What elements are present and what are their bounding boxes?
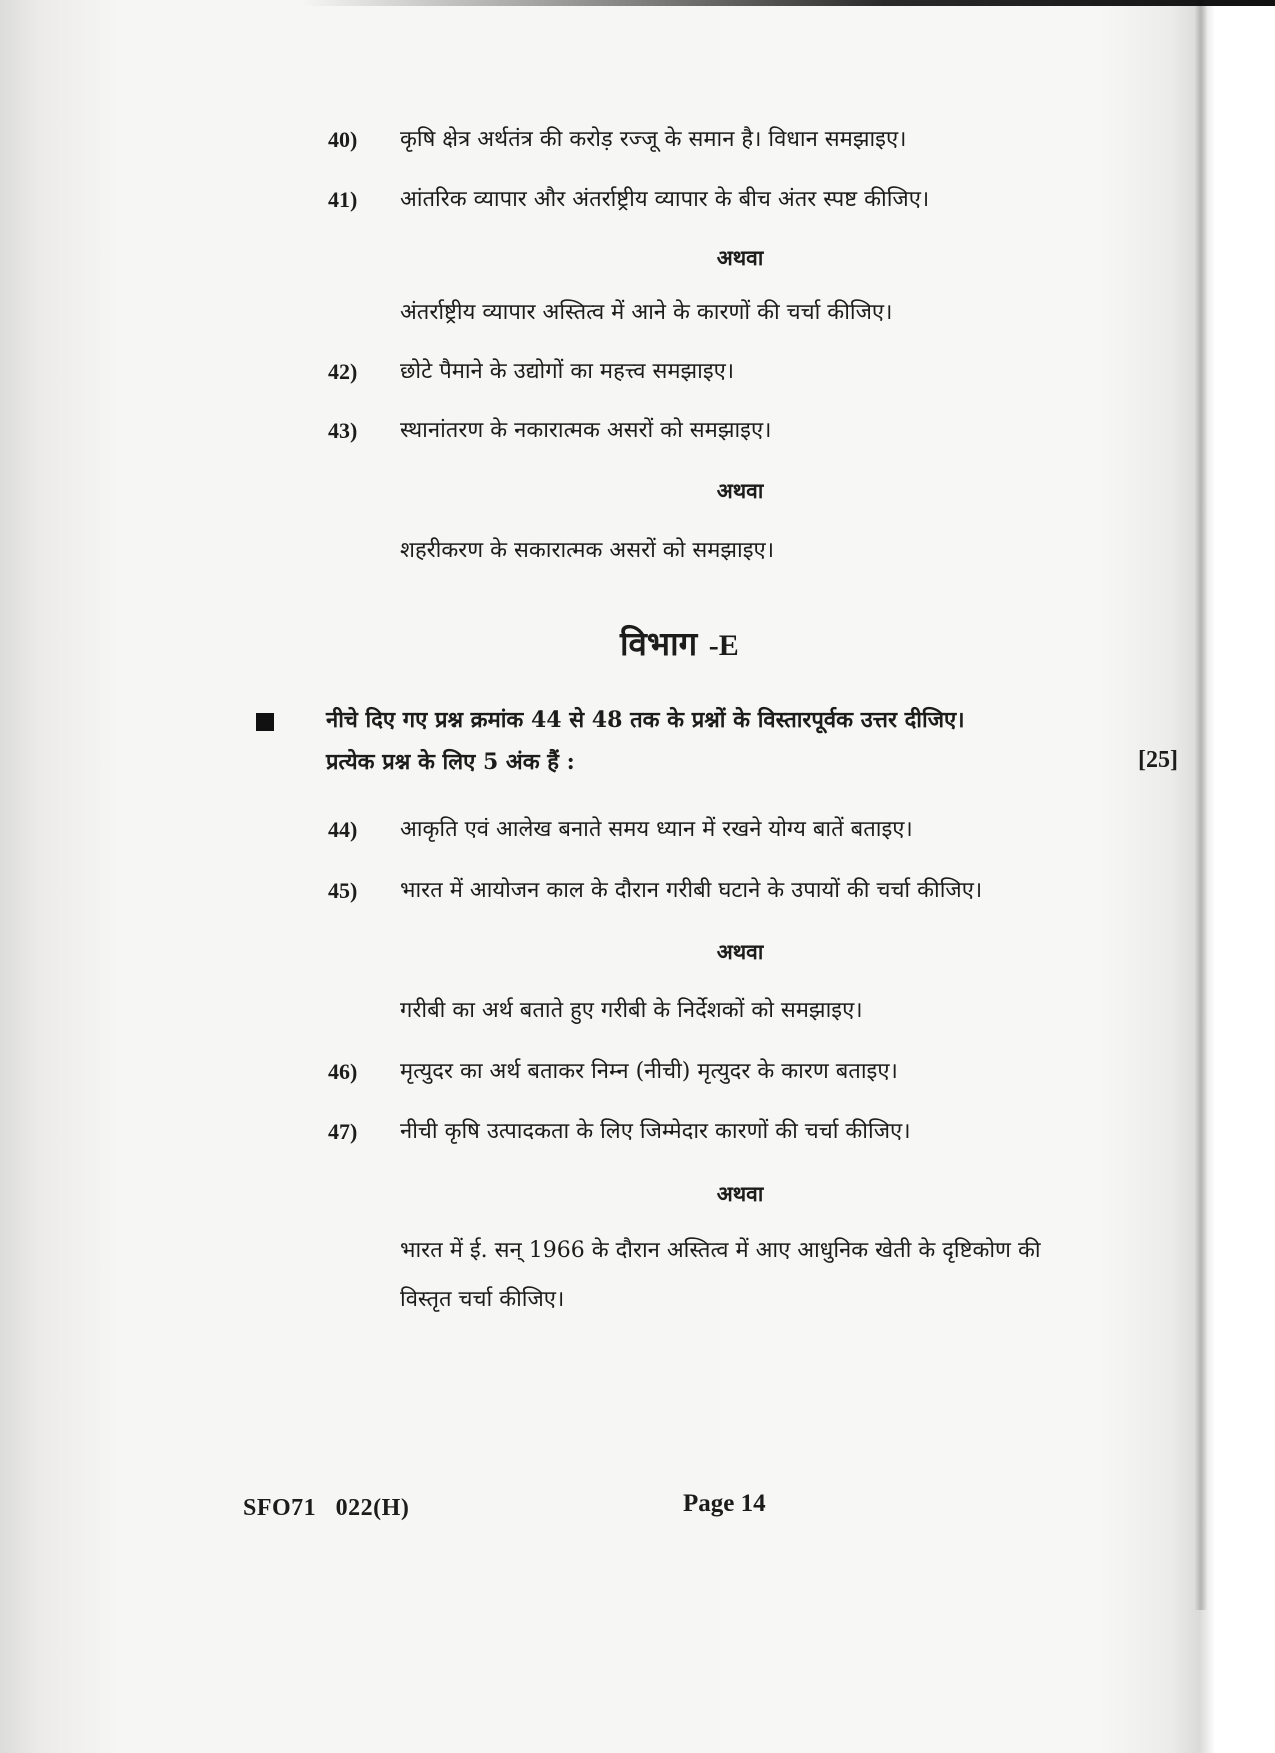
question-text: स्थानांतरण के नकारात्मक असरों को समझाइए। [400,418,772,443]
section-heading [620,620,920,665]
alternative-question: शहरीकरण के सकारात्मक असरों को समझाइए। [400,538,775,563]
top-border-line [300,0,1275,6]
alternative-question: गरीबी का अर्थ बताते हुए गरीबी के निर्देशकों को समझाइए। [400,998,863,1023]
question-number: 43) [328,418,358,443]
question-text: आंतरिक व्यापार और अंतर्राष्ट्रीय व्यापार के बीच अंतर स्पष्ट कीजिए। [400,187,930,212]
question-number: 40) [328,127,358,152]
alternative-question: अंतर्राष्ट्रीय व्यापार अस्तित्व में आने के कारणों की चर्चा कीजिए। [400,300,893,325]
section-letter: -E [708,629,739,662]
question-text: नीची कृषि उत्पादकता के लिए जिम्मेदार कारणों की चर्चा कीजिए। [400,1119,911,1144]
or-label: अथवा [716,1181,764,1206]
or-label: अथवा [716,478,764,503]
question-number: 44) [328,817,358,842]
question-number: 41) [328,187,358,212]
page-edge-shadow [1195,0,1207,1610]
alternative-question-line1: भारत में ई. सन् 1966 के दौरान अस्तित्व में आए आधुनिक खेती के दृष्टिकोण की [400,1238,1041,1263]
section-instruction-line2: प्रत्येक प्रश्न के लिए 5 अंक हैं : [326,749,575,775]
question-text: भारत में आयोजन काल के दौरान गरीबी घटाने के उपायों की चर्चा कीजिए। [400,878,983,903]
section-instruction-line1: नीचे दिए गए प्रश्न क्रमांक 44 से 48 तक के प्रश्नों के विस्तारपूर्वक उत्तर दीजिए। [326,707,965,733]
question-number: 42) [328,359,358,384]
question-text: आकृति एवं आलेख बनाते समय ध्यान में रखने योग्य बातें बताइए। [400,817,913,842]
question-text: छोटे पैमाने के उद्योगों का महत्त्व समझाइए। [400,359,735,384]
bullet-square-icon [256,713,274,731]
paper-code: SFO71 022(H) [243,1495,410,1521]
question-number: 45) [328,878,358,903]
section-marks: [25] [1138,747,1178,773]
question-text: मृत्युदर का अर्थ बताकर निम्न (नीची) मृत्युदर के कारण बताइए। [400,1059,898,1084]
question-number: 46) [328,1059,358,1084]
question-text: कृषि क्षेत्र अर्थतंत्र की करोड़ रज्जू के समान है। विधान समझाइए। [400,127,907,152]
question-number: 47) [328,1119,358,1144]
or-label: अथवा [716,245,764,270]
alternative-question-line2: विस्तृत चर्चा कीजिए। [400,1287,565,1312]
section-title: विभाग [620,624,698,663]
page-number: Page 14 [683,1490,766,1517]
or-label: अथवा [716,939,764,964]
